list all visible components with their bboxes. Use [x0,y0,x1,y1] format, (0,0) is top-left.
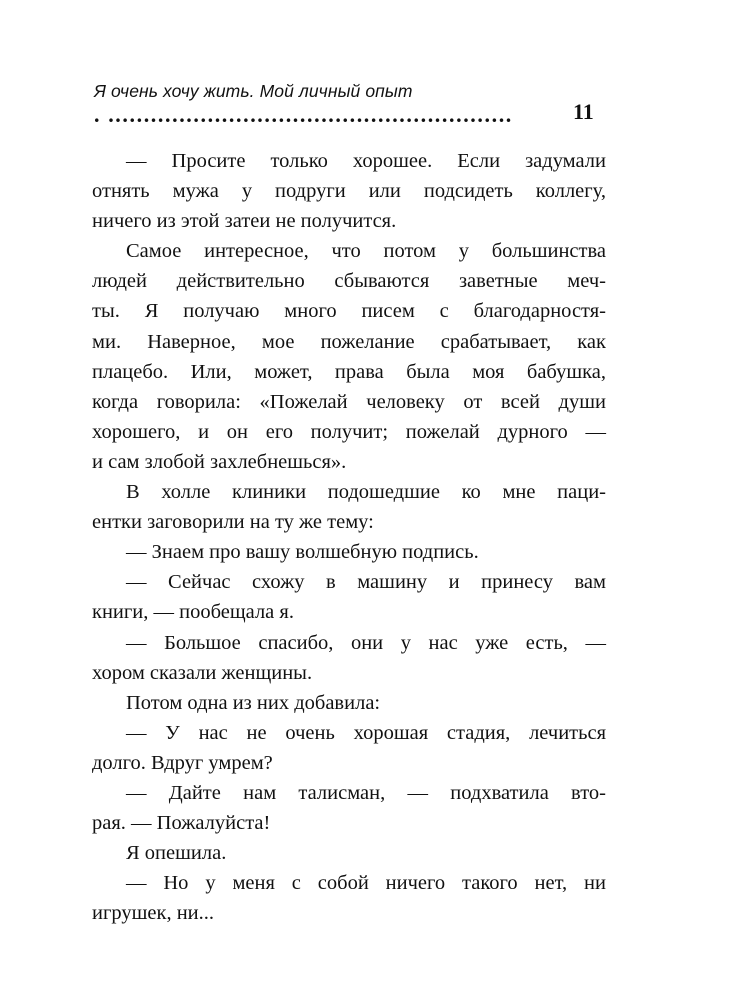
text-line: хорошего, и он его получит; пожелай дурного — [92,420,606,443]
text-line: игрушек, ни... [92,902,215,925]
text-line: — Дайте нам талисман, — подхватила вто- [126,781,606,804]
text-line: хором сказали женщины. [92,661,313,684]
text-line: отнять мужа у подруги или подсидеть коллегу, [92,180,606,203]
body-text [92,146,606,928]
text-line: — Знаем про вашу волшебную подпись. [126,541,479,564]
text-line: — Большое спасибо, они у нас уже есть, — [126,631,606,654]
text-line: людей действительно сбываются заветные меч- [92,270,606,293]
text-line: Самое интересное, что потом у большинства [126,240,606,263]
text-line: — Но у меня с собой ничего такого нет, ни [126,872,606,895]
text-line: плацебо. Или, может, права была моя бабушка, [92,360,606,383]
text-line: когда говорила: «Пожелай человеку от всей души [92,390,606,413]
text-line: — Просите только хорошее. Если задумали [126,150,606,172]
text-line: ничего из этой затеи не получится. [92,210,397,233]
text-line: Я опешила. [126,842,227,865]
text-line: и сам злобой захлебнешься». [92,450,347,473]
text-line: В холле клиники подошедшие ко мне паци- [126,481,606,504]
text-line: книги, — пообещала я. [92,601,294,624]
text-line: Потом одна из них добавила: [126,691,381,714]
text-line: — У нас не очень хорошая стадия, лечиться [126,721,606,744]
text-line: ентки заговорили на ту же тему: [92,511,374,534]
page-number: 11 [573,99,594,124]
running-head-title: Я очень хочу жить. Мой личный опыт [94,81,413,101]
text-line: рая. — Пожалуйста! [92,812,271,835]
text-line: ты. Я получаю много писем с благодарностя- [92,300,606,323]
text-line: ми. Наверное, мое пожелание срабатывает, как [92,330,606,353]
text-line: — Сейчас схожу в машину и принесу вам [126,571,606,594]
header-leader-dots: . ......................................................... [94,104,513,126]
text-line: долго. Вдруг умрем? [92,751,273,774]
